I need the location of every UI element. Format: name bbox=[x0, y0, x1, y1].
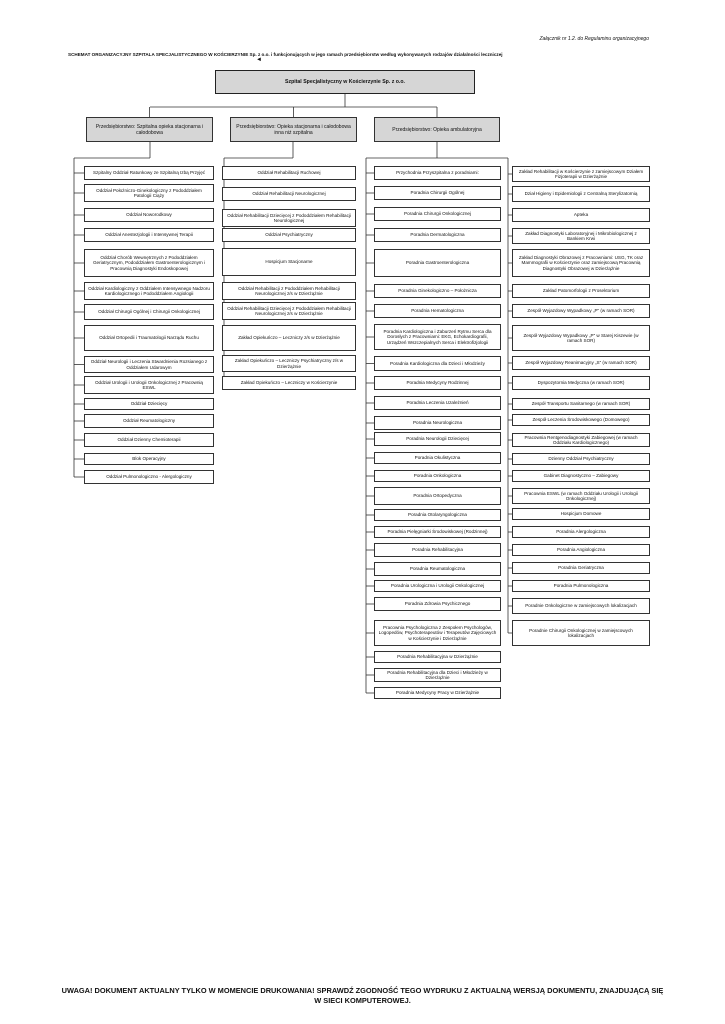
footer-warning: UWAGA! DOKUMENT AKTUALNY TYLKO W MOMENCIE DRUKOWANIA! SPRAWDŹ ZGODNOŚĆ TEGO WYDRUKU Z AKTUALNĄ WERSJĄ DOKUMENTU, ZNAJDUJĄCĄ SIĘ W SIECI KOMPUTEROWEJ. bbox=[61, 986, 664, 1005]
unit-box: Przychodnia Przyszpitalna z poradniami: bbox=[374, 166, 501, 180]
unit-box: Poradnia Rehabilitacyjna w Dzierżążnie bbox=[374, 651, 501, 663]
unit-box: Zakład Patomorfologii z Prosektorium bbox=[512, 284, 650, 298]
unit-box: Dzienny Oddział Psychiatryczny bbox=[512, 453, 650, 465]
unit-box: Oddział Rehabilitacji Dziecięcej z Pododdziałem Rehabilitacji Neurologicznej bbox=[222, 209, 356, 227]
unit-box: Oddział Urologii i Urologii Onkologicznej z Pracownią ESWL bbox=[84, 376, 214, 394]
unit-box: Poradnia Hematologiczna bbox=[374, 304, 501, 318]
division-box: Przedsiębiorstwo: Szpitalna opieka stacjonarna i całodobowa bbox=[86, 117, 213, 142]
unit-box: Poradnia Geriatryczna bbox=[512, 562, 650, 574]
unit-box: Oddział Chorób Wewnętrznych z Pododdziałem Geriatrycznym, Pododdziałem Gastroenterologicznym i Pracownią Diagnostyki Endoskopowej bbox=[84, 249, 214, 277]
unit-box: Poradnia Angiologiczna bbox=[512, 544, 650, 556]
unit-box: Poradnia Okulistyczna bbox=[374, 452, 501, 464]
unit-box: Gabinet Diagnostyczno – Zabiegowy bbox=[512, 470, 650, 482]
unit-box: Pracownia Rentgenodiagnostyki Zabiegowej (w ramach Oddziału Kardiologicznego) bbox=[512, 433, 650, 447]
unit-box: Poradnia Chirurgii Ogólnej bbox=[374, 186, 501, 200]
unit-box: Poradnia Ginekologiczno – Położnicza bbox=[374, 284, 501, 298]
unit-box: Oddział Rehabilitacji Dziecięcej z Pododdziałem Rehabilitacji Neurologicznej z/s w Dzierżążnie bbox=[222, 302, 356, 320]
unit-box: Poradnia Pulmonologiczna bbox=[512, 580, 650, 592]
unit-box: Poradnia Ortopedyczna bbox=[374, 487, 501, 505]
unit-box: Oddział Rehabilitacji Ruchowej bbox=[222, 166, 356, 180]
unit-box: Poradnia Kardiologiczna dla Dzieci i Młodzieży bbox=[374, 356, 501, 371]
unit-box: Zakład Diagnostyki Obrazowej z Pracowniami: USG, TK oraz Mammografii w Kościerzynie oraz zamiejscową Pracownią Diagnostyki Obrazowej w Dzierżążnie bbox=[512, 249, 650, 277]
unit-box: Poradnia Reumatologiczna bbox=[374, 562, 501, 576]
unit-box: Oddział Chirurgii Ogólnej i Chirurgii Onkologicznej bbox=[84, 304, 214, 320]
unit-box: Oddział Psychiatryczny bbox=[222, 228, 356, 242]
unit-box: Poradnia Otolaryngologiczna bbox=[374, 509, 501, 521]
unit-box: Dyspozytornia Medyczna (w ramach SOR) bbox=[512, 376, 650, 390]
unit-box: Zespół Wyjazdowy Wypadkowy „P” w Starej Kiszewie (w ramach SOR) bbox=[512, 325, 650, 351]
unit-box: Oddział Rehabilitacji Neurologicznej bbox=[222, 187, 356, 201]
unit-box: Dział Higieny i Epidemiologii z Centralną Sterylizatornią bbox=[512, 186, 650, 202]
unit-box: Poradnia Leczenia Uzależnień bbox=[374, 396, 501, 410]
unit-box: Poradnia Zdrowia Psychicznego bbox=[374, 597, 501, 611]
unit-box: Poradnia Medycyny Pracy w Dzierżążnie bbox=[374, 687, 501, 699]
unit-box: Poradnia Pielęgniarki Środowiskowej (Rodzinnej) bbox=[374, 526, 501, 538]
unit-box: Zakład Opiekuńczo – Leczniczy z/s w Dzierżążnie bbox=[222, 325, 356, 351]
unit-box: Oddział Położniczo-Ginekologiczny z Pododdziałem Patologii Ciąży bbox=[84, 184, 214, 202]
unit-box: Oddział Kardiologiczny z Oddziałem Intensywnego Nadzoru Kardiologicznego i Pododdziałem Angiologii bbox=[84, 282, 214, 300]
unit-box: Oddział Dzienny Chemioterapii bbox=[84, 433, 214, 447]
unit-box: Zespół Wyjazdowy Reanimacyjny „S” (w ramach SOR) bbox=[512, 356, 650, 370]
unit-box: Hospicjum Stacjonarne bbox=[222, 248, 356, 276]
unit-box: Oddział Pulmonologiczno - Alergologiczny bbox=[84, 470, 214, 484]
unit-box: Oddział Anestezjologii i Intensywnej Terapii bbox=[84, 228, 214, 242]
unit-box: Oddział Rehabilitacji z Pododdziałem Rehabilitacji Neurologicznej z/s w Dzierżążnie bbox=[222, 282, 356, 300]
unit-box: Oddział Ortopedii i Traumatologii Narządu Ruchu bbox=[84, 325, 214, 351]
unit-box: Poradnia Neurologii Dziecięcej bbox=[374, 432, 501, 446]
unit-box: Szpitalny Oddział Ratunkowy ze Szpitalną Izbą Przyjęć bbox=[84, 166, 214, 180]
root-node: Szpital Specjalistyczny w Kościerzynie Sp. z o.o. bbox=[215, 70, 475, 94]
unit-box: Poradnia Kardiologiczna i Zaburzeń Rytmu Serca dla Dorosłych z Pracowniami: EKG, Echokardiografii, Urządzeń Wszczepialnych Serca i Elektrofizjologii bbox=[374, 324, 501, 350]
unit-box: Pracownia Psychologiczna z Zespołem Psychologów, Logopedów, Psychoterapeutów i Terapeutów Zajęciowych w Kościerzynie i Dzierżążnie bbox=[374, 620, 501, 646]
unit-box: Oddział Reumatologiczny bbox=[84, 414, 214, 428]
unit-box: Zakład Opiekuńczo – Leczniczy w Kościerzynie bbox=[222, 376, 356, 390]
unit-box: Zespół Wyjazdowy Wypadkowy „P” (w ramach SOR) bbox=[512, 304, 650, 318]
unit-box: Poradnia Alergologiczna bbox=[512, 526, 650, 538]
unit-box: Poradnia Rehabilitacyjna dla Dzieci i Młodzieży w Dzierżążnie bbox=[374, 668, 501, 682]
unit-box: Poradnia Onkologiczna bbox=[374, 470, 501, 482]
annex-note: Załącznik nr 1.2. do Regulaminu organizacyjnego bbox=[539, 36, 649, 42]
division-box: Przedsiębiorstwo: Opieka ambulatoryjna bbox=[374, 117, 500, 142]
unit-box: Blok Operacyjny bbox=[84, 453, 214, 465]
unit-box: Poradnie Onkologiczne w zamiejscowych lokalizacjach bbox=[512, 598, 650, 614]
unit-box: Poradnie Chirurgii Onkologicznej w zamiejscowych lokalizacjach bbox=[512, 620, 650, 646]
unit-box: Oddział Noworodkowy bbox=[84, 208, 214, 222]
unit-box: Hospicjum Domowe bbox=[512, 508, 650, 520]
unit-box: Poradnia Urologiczna i Urologii Onkologicznej bbox=[374, 580, 501, 592]
marker-arrow-icon: ◄ bbox=[256, 57, 262, 63]
unit-box: Zespół Leczenia Środowiskowego (Domowego) bbox=[512, 414, 650, 426]
unit-box: Poradnia Gastroenterologiczna bbox=[374, 249, 501, 277]
unit-box: Poradnia Chirurgii Onkologicznej bbox=[374, 207, 501, 221]
chart-title: SCHEMAT ORGANIZACYJNY SZPITALA SPECJALISTYCZNEGO W KOŚCIERZYNIE Sp. z o.o. i funkcjonujących w jego ramach przedsiębiorstw według wykonywanych rodzajów działalności leczniczej bbox=[68, 52, 503, 57]
unit-box: Oddział Neurologii i Leczenia Stwardnienia Rozsianego z Oddziałem Udarowym bbox=[84, 356, 214, 373]
unit-box: Pracownia ESWL (w ramach Oddziału Urologii i Urologii Onkologicznej) bbox=[512, 488, 650, 504]
unit-box: Apteka bbox=[512, 208, 650, 222]
unit-box: Zakład Rehabilitacji w Kościerzynie z zamiejscowym Działem Fizjoterapii w Dzierżążnie bbox=[512, 166, 650, 182]
division-box: Przedsiębiorstwo: Opieka stacjonarna i całodobowa inna niż szpitalna bbox=[230, 117, 357, 142]
unit-box: Poradnia Rehabilitacyjna bbox=[374, 543, 501, 557]
unit-box: Oddział Dziecięcy bbox=[84, 398, 214, 410]
unit-box: Zakład Opiekuńczo – Leczniczy Psychiatryczny z/s w Dzierżążnie bbox=[222, 355, 356, 372]
unit-box: Poradnia Neurologiczna bbox=[374, 416, 501, 430]
unit-box: Poradnia Medycyny Rodzinnej bbox=[374, 376, 501, 390]
unit-box: Zakład Diagnostyki Laboratoryjnej i Mikrobiologicznej z Bankiem Krwi bbox=[512, 228, 650, 244]
unit-box: Zespół Transportu Sanitarnego (w ramach SOR) bbox=[512, 398, 650, 410]
unit-box: Poradnia Dermatologiczna bbox=[374, 228, 501, 242]
